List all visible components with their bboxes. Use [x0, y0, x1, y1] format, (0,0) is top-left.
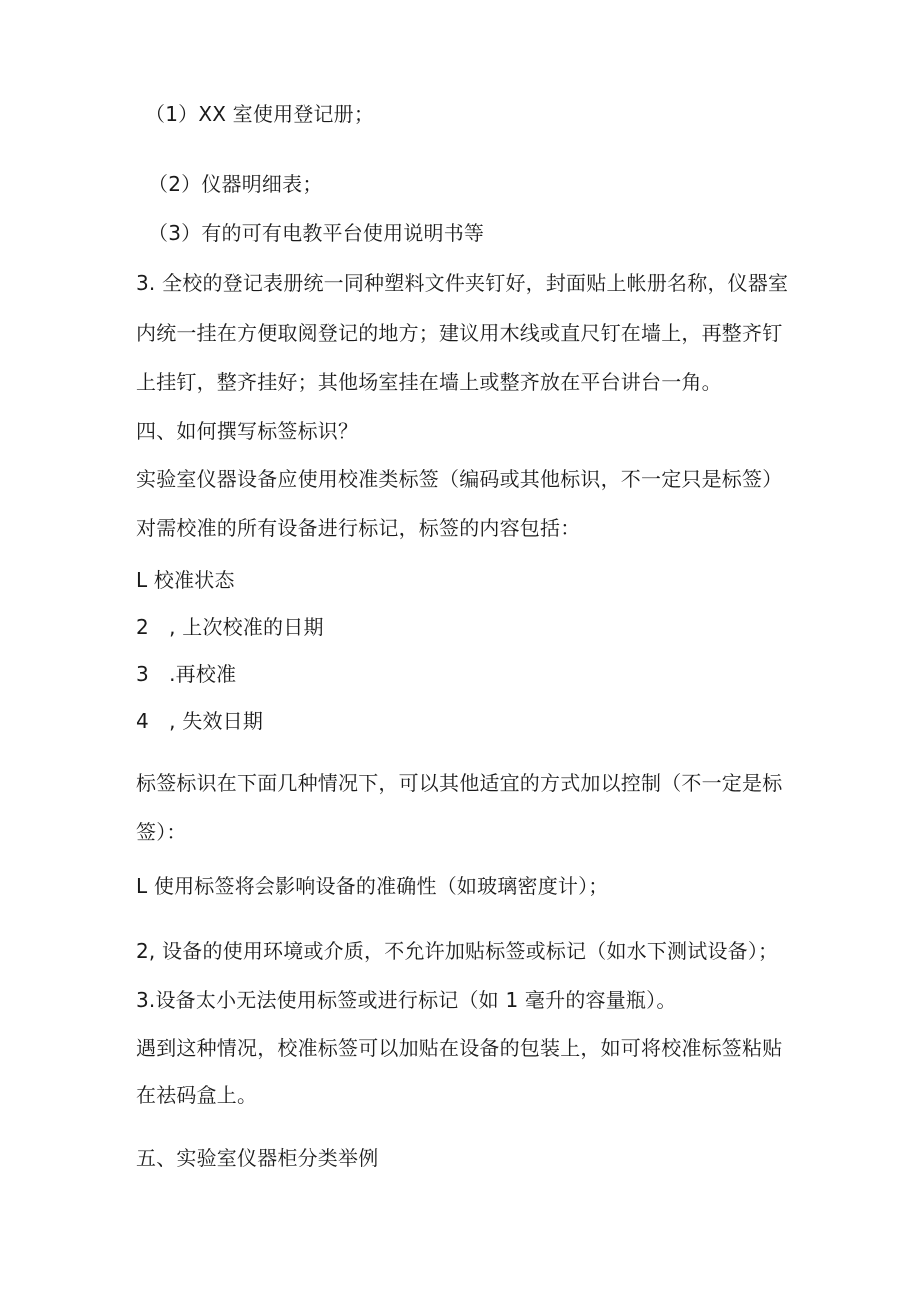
label-content-item-3: 3 .再校准: [136, 662, 237, 686]
paragraph-3-line-2: 内统一挂在方便取阅登记的地方；建议用木线或直尺钉在墙上，再整齐钉: [136, 321, 783, 345]
conclusion-line-1: 遇到这种情况，校准标签可以加贴在设备的包装上，如可将校准标签粘贴: [136, 1036, 783, 1060]
section-heading-4: 四、如何撰写标签标识？: [136, 419, 359, 443]
register-item-1: （1）XX 室使用登记册；: [145, 102, 375, 126]
exception-intro-line-1: 标签标识在下面几种情况下，可以其他适宜的方式加以控制（不一定是标: [136, 771, 783, 795]
paragraph-3-line-3: 上挂钉，整齐挂好；其他场室挂在墙上或整齐放在平台讲台一角。: [136, 370, 722, 394]
exception-item-2: 2, 设备的使用环境或介质，不允许加贴标签或标记（如水下测试设备）；: [136, 939, 779, 963]
label-intro-line-1: 实验室仪器设备应使用校准类标签（编码或其他标识，不一定只是标签）: [136, 467, 783, 491]
paragraph-3-line-1: 3. 全校的登记表册统一同种塑料文件夹钉好，封面贴上帐册名称，仪器室: [136, 271, 789, 295]
conclusion-line-2: 在祛码盒上。: [136, 1083, 258, 1107]
exception-item-3: 3.设备太小无法使用标签或进行标记（如 1 毫升的容量瓶）。: [136, 988, 677, 1012]
section-heading-5: 五、实验室仪器柜分类举例: [136, 1146, 379, 1170]
label-intro-line-2: 对需校准的所有设备进行标记，标签的内容包括：: [136, 516, 581, 540]
exception-intro-line-2: 签）：: [136, 820, 187, 844]
register-item-2: （2）仪器明细表；: [148, 172, 323, 196]
label-content-item-2: 2 , 上次校准的日期: [136, 615, 324, 639]
exception-item-1: L 使用标签将会影响设备的准确性（如玻璃密度计）；: [136, 874, 609, 898]
label-content-item-4: 4 , 失效日期: [136, 709, 264, 733]
register-item-3: （3）有的可有电教平台使用说明书等: [148, 221, 485, 245]
label-content-item-1: L 校准状态: [136, 568, 235, 592]
